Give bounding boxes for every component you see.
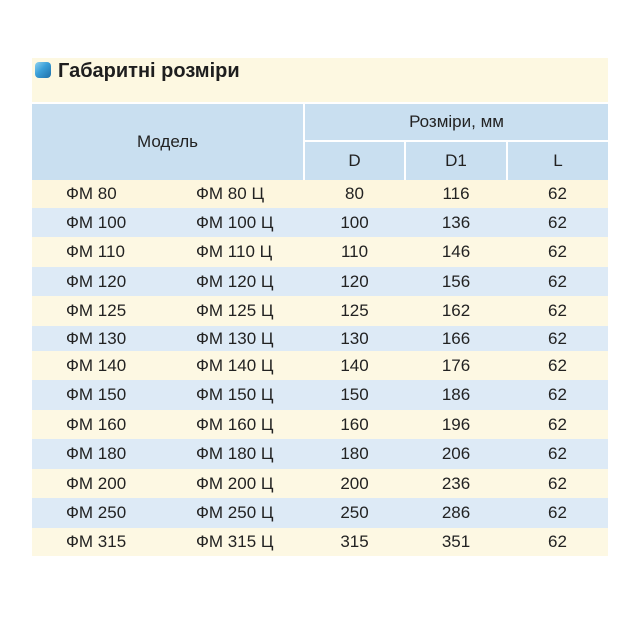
model-c-cell: ФМ 100 Ц bbox=[168, 208, 304, 237]
l-cell: 62 bbox=[507, 351, 608, 380]
d-cell: 125 bbox=[304, 296, 405, 326]
model-header: Модель bbox=[32, 104, 304, 180]
table-row bbox=[32, 296, 608, 326]
d-cell: 100 bbox=[304, 208, 405, 237]
l-cell: 62 bbox=[507, 498, 608, 528]
l-cell: 62 bbox=[507, 380, 608, 410]
d-cell: 160 bbox=[304, 410, 405, 439]
table-row bbox=[32, 469, 608, 498]
l-cell: 62 bbox=[507, 237, 608, 267]
d-cell: 140 bbox=[304, 351, 405, 380]
l-cell: 62 bbox=[507, 296, 608, 326]
section-header bbox=[32, 58, 608, 102]
d1-cell: 162 bbox=[405, 296, 507, 326]
model-c-cell: ФМ 125 Ц bbox=[168, 296, 304, 326]
table-header bbox=[32, 104, 608, 180]
column-header-d1: D1 bbox=[405, 141, 507, 180]
d1-cell: 351 bbox=[405, 528, 507, 557]
dimensions-table bbox=[32, 104, 608, 558]
d-cell: 130 bbox=[304, 326, 405, 351]
l-cell: 62 bbox=[507, 180, 608, 208]
d-cell: 250 bbox=[304, 498, 405, 528]
table-row bbox=[32, 439, 608, 469]
model-c-cell: ФМ 120 Ц bbox=[168, 267, 304, 296]
model-cell: ФМ 200 bbox=[32, 469, 168, 498]
table-row bbox=[32, 237, 608, 267]
d1-cell: 286 bbox=[405, 498, 507, 528]
model-c-cell: ФМ 80 Ц bbox=[168, 180, 304, 208]
model-cell: ФМ 140 bbox=[32, 351, 168, 380]
table-row bbox=[32, 180, 608, 208]
blue-square-bullet-icon bbox=[35, 62, 51, 78]
l-cell: 62 bbox=[507, 410, 608, 439]
d1-cell: 146 bbox=[405, 237, 507, 267]
l-cell: 62 bbox=[507, 469, 608, 498]
column-header-l: L bbox=[507, 141, 608, 180]
table-body bbox=[32, 180, 608, 557]
d-cell: 315 bbox=[304, 528, 405, 557]
d1-cell: 176 bbox=[405, 351, 507, 380]
model-c-cell: ФМ 180 Ц bbox=[168, 439, 304, 469]
model-cell: ФМ 150 bbox=[32, 380, 168, 410]
d1-cell: 236 bbox=[405, 469, 507, 498]
table-row bbox=[32, 410, 608, 439]
l-cell: 62 bbox=[507, 439, 608, 469]
model-c-cell: ФМ 160 Ц bbox=[168, 410, 304, 439]
table-row bbox=[32, 326, 608, 351]
d1-cell: 116 bbox=[405, 180, 507, 208]
d1-cell: 136 bbox=[405, 208, 507, 237]
dimensions-header: Розміри, мм bbox=[304, 104, 608, 141]
d1-cell: 206 bbox=[405, 439, 507, 469]
table-row bbox=[32, 267, 608, 296]
l-cell: 62 bbox=[507, 208, 608, 237]
d1-cell: 196 bbox=[405, 410, 507, 439]
l-cell: 62 bbox=[507, 267, 608, 296]
model-c-cell: ФМ 140 Ц bbox=[168, 351, 304, 380]
model-cell: ФМ 125 bbox=[32, 296, 168, 326]
model-c-cell: ФМ 150 Ц bbox=[168, 380, 304, 410]
model-cell: ФМ 100 bbox=[32, 208, 168, 237]
model-c-cell: ФМ 200 Ц bbox=[168, 469, 304, 498]
d-cell: 80 bbox=[304, 180, 405, 208]
table-row bbox=[32, 351, 608, 380]
d1-cell: 156 bbox=[405, 267, 507, 296]
d-cell: 150 bbox=[304, 380, 405, 410]
table-row bbox=[32, 380, 608, 410]
model-cell: ФМ 180 bbox=[32, 439, 168, 469]
d-cell: 110 bbox=[304, 237, 405, 267]
model-c-cell: ФМ 250 Ц bbox=[168, 498, 304, 528]
d1-cell: 186 bbox=[405, 380, 507, 410]
l-cell: 62 bbox=[507, 326, 608, 351]
table-row bbox=[32, 528, 608, 557]
d-cell: 120 bbox=[304, 267, 405, 296]
model-c-cell: ФМ 130 Ц bbox=[168, 326, 304, 351]
d-cell: 200 bbox=[304, 469, 405, 498]
model-cell: ФМ 160 bbox=[32, 410, 168, 439]
model-cell: ФМ 110 bbox=[32, 237, 168, 267]
model-cell: ФМ 80 bbox=[32, 180, 168, 208]
d-cell: 180 bbox=[304, 439, 405, 469]
model-c-cell: ФМ 315 Ц bbox=[168, 528, 304, 557]
table-row bbox=[32, 208, 608, 237]
model-cell: ФМ 120 bbox=[32, 267, 168, 296]
section-title: Габаритні розміри bbox=[58, 60, 240, 82]
model-cell: ФМ 130 bbox=[32, 326, 168, 351]
model-c-cell: ФМ 110 Ц bbox=[168, 237, 304, 267]
model-cell: ФМ 250 bbox=[32, 498, 168, 528]
model-cell: ФМ 315 bbox=[32, 528, 168, 557]
d1-cell: 166 bbox=[405, 326, 507, 351]
l-cell: 62 bbox=[507, 528, 608, 557]
column-header-d: D bbox=[304, 141, 405, 180]
table-row bbox=[32, 498, 608, 528]
